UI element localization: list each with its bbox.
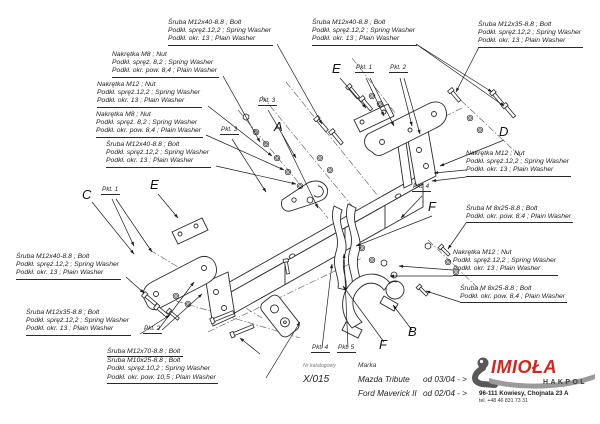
callout-line: Nakrętka M12 ; Nut <box>466 150 525 157</box>
callout-line: Śruba M 8x25-8.8 ; Bolt <box>466 205 538 212</box>
callout-nut-m8-upper <box>112 51 219 78</box>
callout-line: Podkł. okr. pow. 8,4 ; Plain Washer <box>96 127 202 135</box>
part-letter-c: C <box>82 187 92 202</box>
callout-bolt-m12x40-topmid <box>312 19 417 46</box>
logo-brand-text: IMIOŁA <box>491 357 557 377</box>
pkt-label-1-left: Pkt. 1 <box>102 186 119 193</box>
callout-line: Podkł. okr. pow. 8,4 ; Plain Washer <box>466 213 572 221</box>
callout-line: Nakrętka M12 ; Nut <box>97 81 156 88</box>
callout-line: Podkł. spręż. 8,2 ; Spring Washer <box>96 119 198 127</box>
callout-line: Śruba M12x40-8.8 ; Bolt <box>106 141 180 148</box>
part-letter-b: B <box>408 324 417 339</box>
part-letter-e-top: E <box>332 61 341 76</box>
callout-line: Podkł. spręż.12,2 ; Spring Washer <box>466 158 570 166</box>
manufacturer-phone: tel. +48 46 831 73 31 <box>479 398 528 404</box>
manufacturer-address: 96-111 Kowiesy, Chojnata 23 A <box>479 390 569 397</box>
vehicle-date-2: od 02/04 - > <box>423 389 467 398</box>
callout-nut-m12-right-lower <box>453 249 558 276</box>
callout-line: Śruba M12x35-8.8 ; Bolt <box>26 309 100 316</box>
vehicle-date-1: od 03/04 - > <box>423 375 467 384</box>
pkt-label-5-bottom: Pkt. 5 <box>338 344 355 351</box>
pkt-label-2-top: Pkt. 2 <box>390 64 407 71</box>
callout-nut-m12-right-upper <box>466 150 571 177</box>
callout-line: Podkł. spręż.12,2 ; Spring Washer <box>97 89 201 97</box>
callout-line: Podkł. okr. 13 ; Plain Washer <box>106 157 194 165</box>
callout-bolt-m12x40-side <box>16 253 121 280</box>
callout-line: Nakrętka M8 ; Nut <box>112 51 167 58</box>
callout-bolt-m12x35-topright <box>478 21 583 48</box>
socket-plate <box>258 293 301 340</box>
callout-line: Podkł. spręż.12,2 ; Spring Washer <box>312 27 416 35</box>
callout-line: Podkł. okr. 13 ; Plain Washer <box>478 37 566 45</box>
pkt-label-3b: Pkt. 3 <box>221 126 238 133</box>
callout-line: Śruba M12x70-8.8 ; Bolt <box>107 348 183 357</box>
vehicle-name-1: Mazda Tribute <box>358 375 410 384</box>
callout-line: Podkł. okr. 13 ; Plain Washer <box>312 35 400 43</box>
callout-bolt-m12x70-bottom <box>107 348 218 384</box>
callout-line: Podkł. spręż.12,2 ; Spring Washer <box>478 29 582 37</box>
callout-nut-m8-lower <box>96 111 203 138</box>
callout-line: Podkł. okr. pow. 8,4 ; Plain Washer <box>112 67 218 75</box>
callout-line: Podkł. spręż.10,2 ; Spring Washer <box>107 365 211 373</box>
callout-nut-m12-left <box>97 81 202 108</box>
callout-line: Śruba M12x40-8.8 ; Bolt <box>16 253 90 260</box>
pkt-label-1-top: Pkt. 1 <box>356 64 373 71</box>
callout-bolt-m12x40-topleft <box>168 19 273 46</box>
callout-line: Śruba M12x40-8.8 ; Bolt <box>168 19 242 26</box>
centre-hook-plate <box>281 181 327 211</box>
callout-line: Nakrętka M12 ; Nut <box>453 249 512 256</box>
pkt-label-4-right: Pkt. 4 <box>413 183 430 190</box>
callout-line: Podkł. spręż.12,2 ; Spring Washer <box>168 27 272 35</box>
callout-bolt-m12x40-left <box>106 141 211 168</box>
callout-line: Śruba M12x40-8.8 ; Bolt <box>312 19 386 26</box>
callout-line: Podkł. spręż.12,2 ; Spring Washer <box>16 261 120 269</box>
towball <box>342 274 404 338</box>
callout-line: Podkł. okr. 13 ; Plain Washer <box>168 35 256 43</box>
part-letter-a: A <box>274 119 283 134</box>
callout-line: Podkł. spręż.12,2 ; Spring Washer <box>453 257 557 265</box>
callout-line: Podkł. spręż. 8,2 ; Spring Washer <box>112 59 214 67</box>
callout-line: Podkł. okr. pow. 8,4 ; Plain Washer <box>460 293 566 301</box>
callout-line: Śruba M10x25-8.8 ; Bolt <box>107 357 181 365</box>
logo-sub-text: HAKPOL <box>543 379 587 386</box>
callout-line: Nakrętka M8 ; Nut <box>96 111 151 118</box>
vehicle-name-2: Ford Maverick II <box>358 389 417 398</box>
part-letter-d: D <box>499 124 509 139</box>
callout-line: Podkł. okr. 13 ; Plain Washer <box>16 269 104 277</box>
callout-line: Śruba M12x35-8.8 ; Bolt <box>478 21 552 28</box>
part-letter-f-right: F <box>428 199 436 214</box>
callout-line: Podkł. okr. 13 ; Plain Washer <box>97 97 185 105</box>
callout-line: Śruba M 8x25-8.8 ; Bolt <box>460 285 532 292</box>
left-side-bracket <box>143 218 216 310</box>
callout-line: Podkł. okr. 13 ; Plain Washer <box>466 166 554 174</box>
callout-line: Podkł. spręż.12,2 ; Spring Washer <box>26 317 130 325</box>
pkt-label-4-bottom: Pkt. 4 <box>312 344 329 351</box>
callout-line: Podkł. okr. pow. 10,5 ; Plain Washer <box>107 373 216 381</box>
catalog-number: X/015 <box>303 374 330 385</box>
callout-bolt-m12x35-side <box>26 309 131 336</box>
callout-line: Podkł. okr. 13 ; Plain Washer <box>26 325 114 333</box>
callout-bolt-m8x25-right-upper <box>466 205 573 223</box>
brand-column-label: Marka <box>358 362 377 369</box>
part-letter-e-left: E <box>150 177 159 192</box>
callout-bolt-m8x25-right-lower <box>460 285 567 303</box>
pkt-label-3a: Pkt. 3 <box>259 97 276 104</box>
callout-line: Podkł. spręż.12,2 ; Spring Washer <box>106 149 210 157</box>
manufacturer-logo <box>455 352 600 412</box>
catalog-number-label: Nr katalogowy <box>303 363 336 369</box>
part-letter-f-bottom: F <box>379 337 387 352</box>
callout-line: Podkł. okr. 13 ; Plain Washer <box>453 265 541 273</box>
pkt-label-2-bottom: Pkt. 2 <box>144 325 161 332</box>
